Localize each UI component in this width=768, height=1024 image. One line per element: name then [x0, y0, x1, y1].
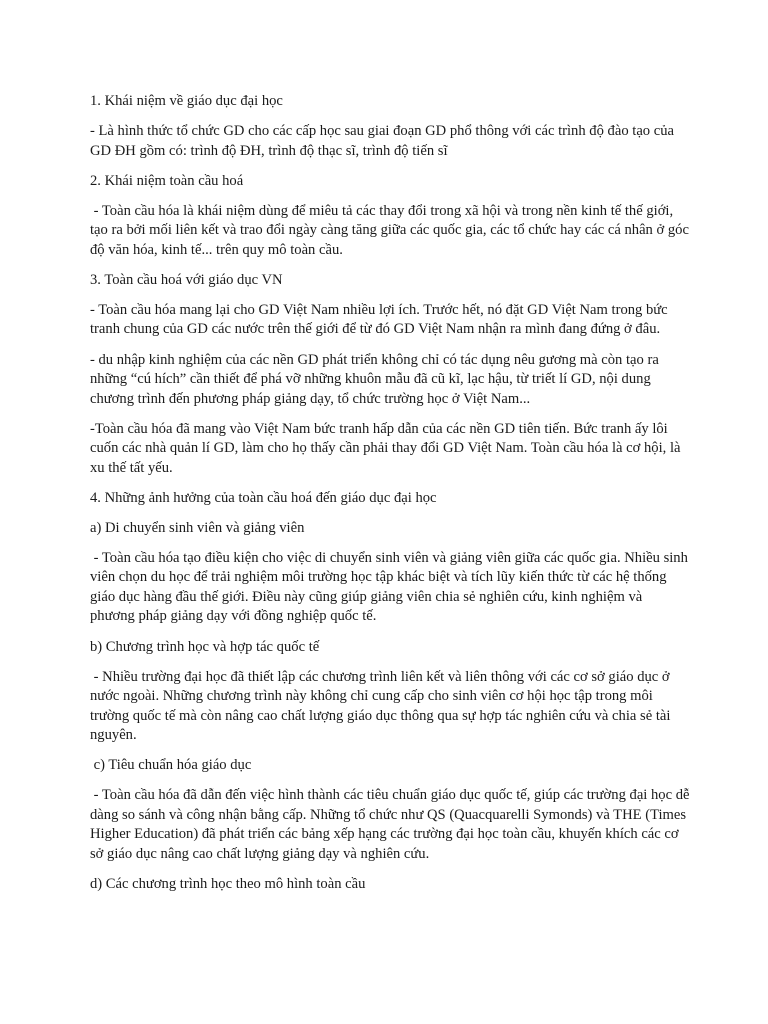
section-heading-4: 4. Những ảnh hưởng của toàn cầu hoá đến giáo dục đại học: [90, 489, 437, 506]
paragraph-attractive-picture: -Toàn cầu hóa đã mang vào Việt Nam bức tranh hấp dẫn của các nền GD tiên tiến. Bức tranh ấy lôi cuốn các nhà quản lí GD, làm cho họ thấy cần phải thay đổi GD Việt Nam. Toàn cầu hóa là cơ hội, là xu thế tất yếu.: [90, 420, 685, 476]
paragraph-definition-globalization: - Toàn cầu hóa là khái niệm dùng để miêu tả các thay đổi trong xã hội và trong nền kinh tế thế giới, tạo ra bởi mối liên kết và trao đổi ngày càng tăng giữa các quốc gia, các tổ chức hay các cá nhân ở góc độ văn hóa, kinh tế... trên quy mô toàn cầu.: [90, 202, 693, 258]
subheading-d: d) Các chương trình học theo mô hình toàn cầu: [90, 875, 366, 892]
paragraph-benefits: - Toàn cầu hóa mang lại cho GD Việt Nam nhiều lợi ích. Trước hết, nó đặt GD Việt Nam trong bức tranh chung của GD các nước trên thế giới để từ đó GD Việt Nam nhận ra mình đang đứng ở đâu.: [90, 301, 672, 338]
subheading-c: c) Tiêu chuẩn hóa giáo dục: [90, 757, 252, 774]
document-body: [90, 92, 694, 905]
section-heading-1: 1. Khái niệm về giáo dục đại học: [90, 93, 283, 109]
paragraph-experience-import: - du nhập kinh nghiệm của các nền GD phát triển không chỉ có tác dụng nêu gương mà còn tạo ra những “cú hích” cần thiết để phá vỡ những khuôn mẫu đã cũ kĩ, lạc hậu, từ triết lí GD, nội dung chương trình đến phương pháp giảng dạy, tổ chức trường học ở Việt Nam...: [90, 351, 663, 407]
paragraph-mobility: - Toàn cầu hóa tạo điều kiện cho việc di chuyển sinh viên và giảng viên giữa các quốc gia. Nhiều sinh viên chọn du học để trải nghiệm môi trường học tập khác biệt và tích lũy kiến thức từ các hệ thống giáo dục hàng đầu thế giới. Điều này cũng giúp giảng viên chia sẻ nghiên cứu, kinh nghiệm và phương pháp giảng dạy với đồng nghiệp quốc tế.: [90, 549, 692, 625]
paragraph-definition-higher-education: - Là hình thức tổ chức GD cho các cấp học sau giai đoạn GD phổ thông với các trình độ đào tạo của GD ĐH gồm có: trình độ ĐH, trình độ thạc sĩ, trình độ tiến sĩ: [90, 123, 678, 159]
paragraph-cooperation: - Nhiều trường đại học đã thiết lập các chương trình liên kết và liên thông với các cơ sở giáo dục ở nước ngoài. Những chương trình này không chỉ cung cấp cho sinh viên cơ hội học tập trong môi trường quốc tế mà còn nâng cao chất lượng giáo dục thông qua sự hợp tác nghiên cứu và chia sẻ tài nguyên.: [90, 668, 675, 744]
section-heading-3: 3. Toàn cầu hoá với giáo dục VN: [90, 271, 283, 288]
paragraph-standardization: - Toàn cầu hóa đã dẫn đến việc hình thành các tiêu chuẩn giáo dục quốc tế, giúp các trường đại học dễ dàng so sánh và công nhận bằng cấp. Những tổ chức như QS (Quacquarelli Symonds) và THE (Times Higher Education) đã phát triển các bảng xếp hạng các trường đại học toàn cầu, khuyến khích các cơ sở giáo dục nâng cao chất lượng giảng dạy và nghiên cứu.: [90, 787, 694, 862]
subheading-a: a) Di chuyển sinh viên và giảng viên: [90, 519, 305, 536]
section-heading-2: 2. Khái niệm toàn cầu hoá: [90, 172, 244, 189]
subheading-b: b) Chương trình học và hợp tác quốc tế: [90, 638, 320, 655]
